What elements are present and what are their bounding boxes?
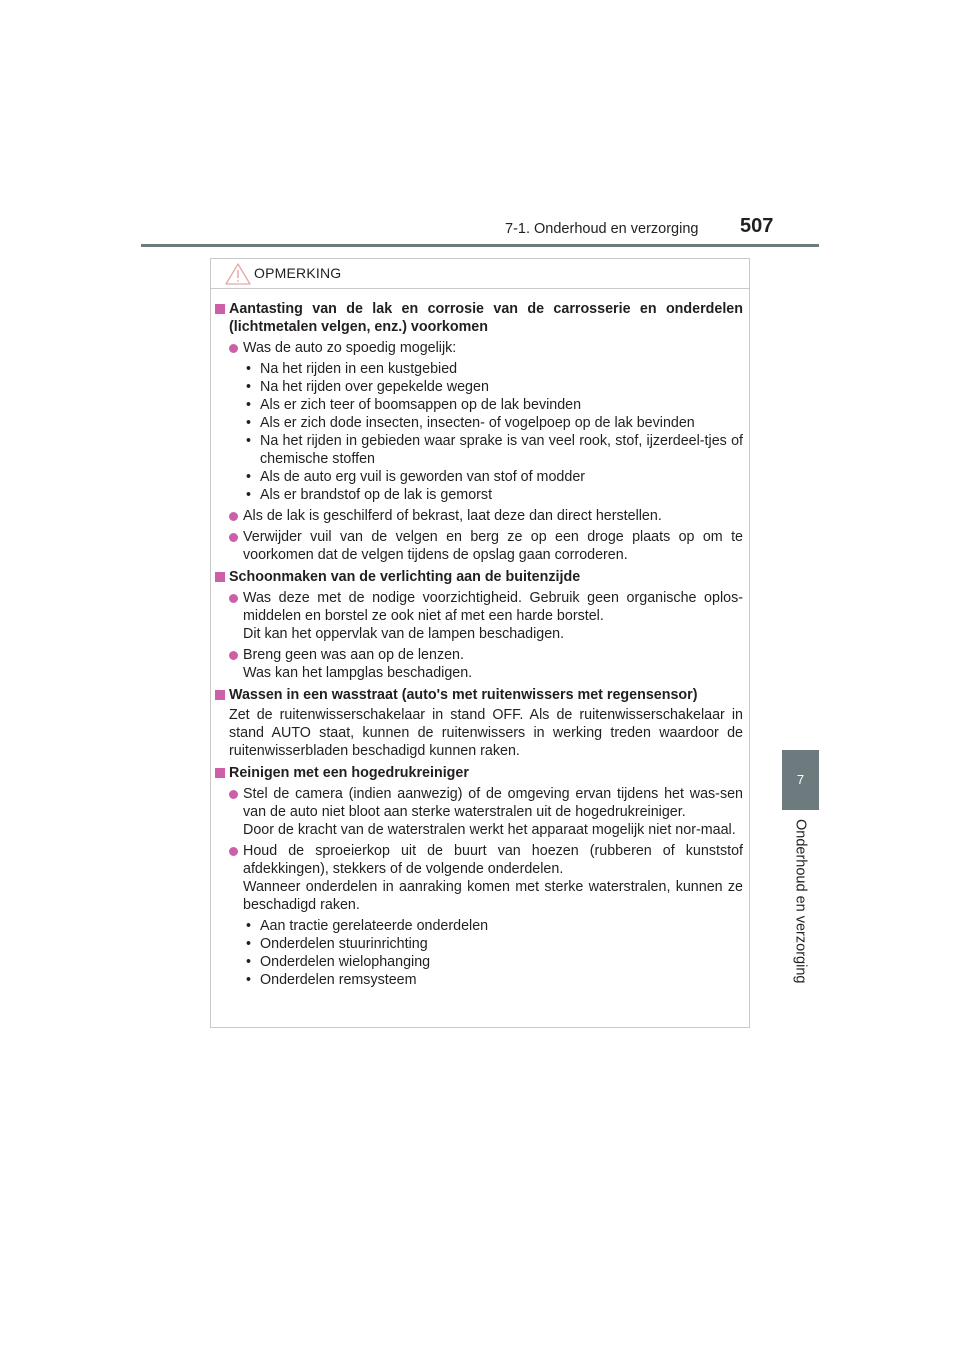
square-bullet-icon (215, 304, 225, 314)
round-bullet-icon (229, 344, 238, 353)
list-item: Stel de camera (indien aanwezig) of de omgeving ervan tijdens het was-sen van de auto niet bloot aan sterke waterstralen uit de hogedrukreiniger. Door de kracht van de waterstralen werkt het apparaat mogelijk niet nor-maal. (215, 785, 743, 839)
paragraph: Zet de ruitenwisserschakelaar in stand OFF. Als de ruitenwisserschakelaar in stand AUTO staat, kunnen de ruitenwissers in werking treden waardoor de ruitenwisserbladen beschadigd kunnen raken. (229, 707, 743, 759)
round-bullet-icon (229, 533, 238, 542)
round-bullet-icon (229, 512, 238, 521)
round-bullet-icon (229, 847, 238, 856)
square-bullet-icon (215, 690, 225, 700)
round-bullet-icon (229, 594, 238, 603)
section-heading: Schoonmaken van de verlichting aan de buitenzijde (215, 568, 743, 586)
list-item: Verwijder vuil van de velgen en berg ze op een droge plaats op om te voorkomen dat de velgen tijdens de opslag gaan corroderen. (215, 528, 743, 564)
note-title: OPMERKING (254, 265, 342, 281)
header-divider (141, 244, 819, 247)
section-exterior-lights (215, 568, 743, 682)
bullet-item: • Als er zich teer of boomsappen op de lak bevinden (243, 396, 743, 414)
bullet-item: • Als de auto erg vuil is geworden van stof of modder (243, 468, 743, 486)
bullet-item: • Na het rijden over gepekelde wegen (243, 378, 743, 396)
section-title: 7-1. Onderhoud en verzorging (505, 221, 699, 237)
bullet-item: • Onderdelen stuurinrichting (243, 935, 743, 953)
chapter-title: Onderhoud en verzorging (792, 819, 809, 984)
page-number: 507 (740, 215, 774, 237)
list-item: Was deze met de nodige voorzichtigheid. Gebruik geen organische oplos-middelen en borstel ze ook niet af met een harde borstel. Dit kan het oppervlak van de lampen beschadigen. (215, 589, 743, 643)
chapter-number: 7 (796, 772, 805, 787)
section-heading: Reinigen met een hogedrukreiniger (215, 764, 743, 782)
section-car-wash (215, 686, 743, 760)
section-heading: Aantasting van de lak en corrosie van de carrosserie en onderdelen (lichtmetalen velgen, enz.) voorkomen (215, 300, 743, 336)
section-paint-protection (215, 300, 743, 564)
note-box (210, 258, 750, 1028)
note-body (215, 300, 743, 993)
bullet-item: • Als er brandstof op de lak is gemorst (243, 486, 743, 504)
bullet-item: • Na het rijden in gebieden waar sprake is van veel rook, stof, ijzerdeel-tjes of chemische stoffen (243, 432, 743, 468)
list-item: Breng geen was aan op de lenzen. Was kan het lampglas beschadigen. (215, 646, 743, 682)
bullet-item: • Aan tractie gerelateerde onderdelen (243, 917, 743, 935)
bullet-item: • Onderdelen remsysteem (243, 971, 743, 989)
list-item: Als de lak is geschilferd of bekrast, laat deze dan direct herstellen. (215, 507, 743, 525)
bullet-item: • Onderdelen wielophanging (243, 953, 743, 971)
bullet-item: • Als er zich dode insecten, insecten- of vogelpoep op de lak bevinden (243, 414, 743, 432)
section-heading: Wassen in een wasstraat (auto's met ruitenwissers met regensensor) (215, 686, 743, 704)
bullet-list (215, 917, 743, 989)
bullet-item: • Na het rijden in een kustgebied (243, 360, 743, 378)
square-bullet-icon (215, 768, 225, 778)
chapter-tab (782, 750, 819, 810)
note-header (211, 259, 749, 289)
round-bullet-icon (229, 790, 238, 799)
bullet-list (215, 360, 743, 504)
list-item: Was de auto zo spoedig mogelijk: (215, 339, 743, 357)
section-pressure-washer (215, 764, 743, 989)
square-bullet-icon (215, 572, 225, 582)
round-bullet-icon (229, 651, 238, 660)
warning-triangle-icon (225, 263, 251, 285)
list-item: Houd de sproeierkop uit de buurt van hoezen (rubberen of kunststof afdekkingen), stekkers of de volgende onderdelen. Wanneer onderdelen in aanraking komen met sterke waterstralen, kunnen ze beschadigd raken. (215, 842, 743, 914)
